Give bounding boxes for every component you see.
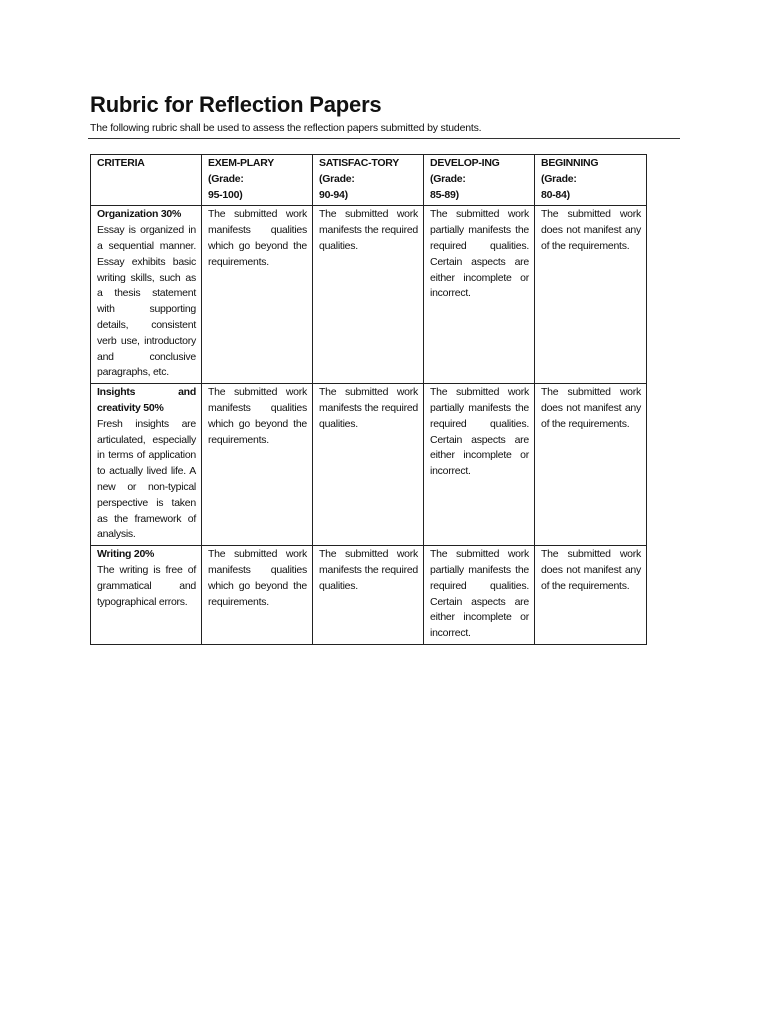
grade-range: 95-100) [208,188,243,201]
rubric-cell-beginning: The submitted work does not manifest any of the requirements. [535,546,647,645]
table-row [91,384,647,546]
level-name: DEVELOP-ING [430,157,500,169]
grade-range: 90-94) [319,188,348,201]
criterion-description: The writing is free of grammatical and typographical errors. [97,563,196,608]
rubric-cell-developing: The submitted work partially manifests the required qualities. Certain aspects are either incomplete or incorrect. [424,546,535,645]
table-row [91,546,647,645]
grade-label: (Grade: [208,172,244,185]
grade-label: (Grade: [541,172,577,185]
page-title: Rubric for Reflection Papers [90,92,382,117]
header-row [91,155,647,206]
level-header-developing [424,155,535,206]
criteria-header: CRITERIA [91,155,202,206]
criterion-description: Essay is organized in a sequential manner. Essay exhibits basic writing skills, such as a thesis statement with supporting details, consistent verb use, introductory and conclusive paragraphs, etc. [97,224,196,379]
level-name: EXEM-PLARY [208,157,274,169]
level-header-exemplary [202,155,313,206]
grade-range: 85-89) [430,188,459,201]
rubric-cell-beginning: The submitted work does not manifest any of the requirements. [535,206,647,384]
rubric-cell-satisfactory: The submitted work manifests the required qualities. [313,384,424,546]
criterion-description: Fresh insights are articulated, especially in terms of application to actually lived life. A new or non-typical perspective is taken as the framework of analysis. [97,417,196,541]
grade-label: (Grade: [430,172,466,185]
criterion-name: Insights and creativity 50% [97,386,196,414]
criterion-cell [91,546,202,645]
rubric-table [90,154,647,645]
criterion-name: Writing 20% [97,548,155,561]
table-row [91,206,647,384]
title-divider [88,138,680,139]
criterion-cell [91,206,202,384]
rubric-cell-developing: The submitted work partially manifests the required qualities. Certain aspects are either incomplete or incorrect. [424,384,535,546]
grade-range: 80-84) [541,188,570,201]
rubric-cell-exemplary: The submitted work manifests qualities which go beyond the requirements. [202,206,313,384]
rubric-cell-beginning: The submitted work does not manifest any of the requirements. [535,384,647,546]
rubric-cell-developing: The submitted work partially manifests the required qualities. Certain aspects are either incomplete or incorrect. [424,206,535,384]
level-name: BEGINNING [541,157,599,169]
level-header-satisfactory [313,155,424,206]
level-header-beginning [535,155,647,206]
criterion-cell [91,384,202,546]
rubric-cell-exemplary: The submitted work manifests qualities which go beyond the requirements. [202,384,313,546]
page-subtitle: The following rubric shall be used to assess the reflection papers submitted by students. [90,122,482,134]
grade-label: (Grade: [319,172,355,185]
level-name: SATISFAC-TORY [319,157,399,169]
rubric-cell-satisfactory: The submitted work manifests the required qualities. [313,206,424,384]
rubric-cell-exemplary: The submitted work manifests qualities which go beyond the requirements. [202,546,313,645]
criterion-name: Organization 30% [97,208,182,221]
rubric-cell-satisfactory: The submitted work manifests the required qualities. [313,546,424,645]
